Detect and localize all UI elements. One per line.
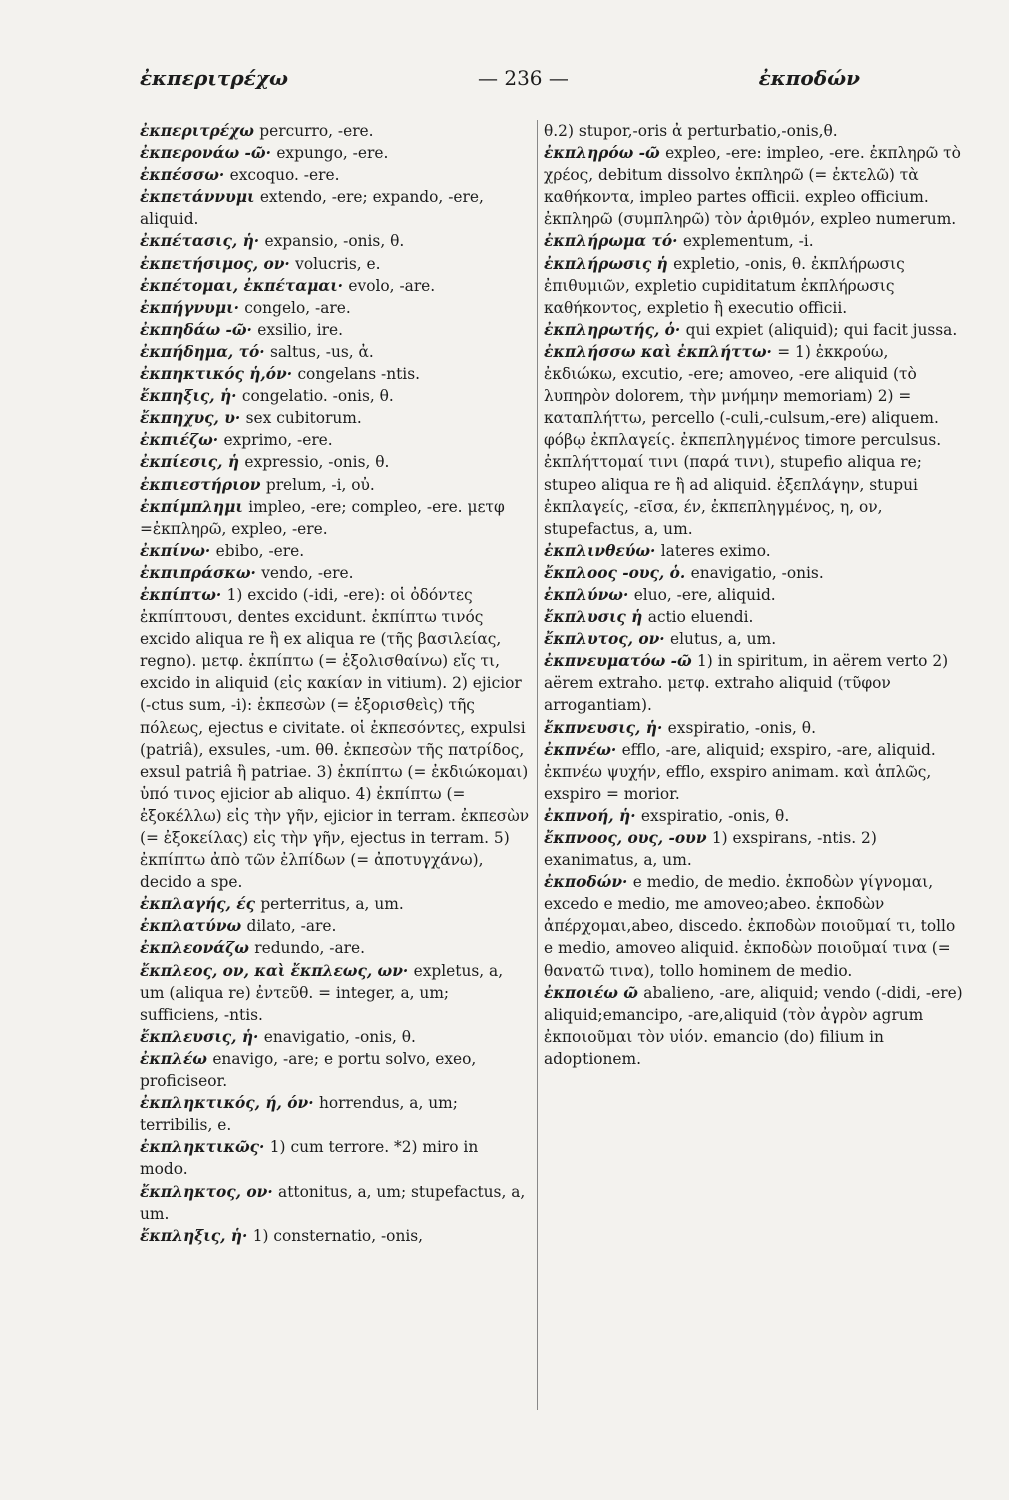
entry-definition: prelum, -i, οὐ. <box>265 475 375 494</box>
entry-definition: qui expiet (aliquid); qui facit jussa. <box>685 320 958 339</box>
entry-definition: attonitus, a, um; stupefactus, a, um. <box>140 1182 526 1223</box>
dictionary-entry <box>140 540 530 562</box>
dictionary-entry <box>140 319 530 341</box>
entry-definition: 1) cum terrore. *2) miro in modo. <box>140 1138 479 1179</box>
dictionary-entry <box>140 230 530 252</box>
dictionary-entry <box>140 186 530 230</box>
entry-headword: ἐκπήγνυμι· <box>140 298 239 317</box>
entry-definition: redundo, -are. <box>254 939 366 958</box>
entry-headword: ἔκπληξις, ἡ· <box>140 1226 248 1245</box>
dictionary-entry <box>140 407 530 429</box>
left-column <box>140 120 530 1247</box>
entry-definition: enavigatio, -onis, θ. <box>263 1027 416 1046</box>
dictionary-entry <box>140 562 530 584</box>
entry-definition: expansio, -onis, θ. <box>264 232 405 251</box>
page-number: — 236 — <box>478 66 569 90</box>
entry-headword: ἐκπνευματόω -ῶ <box>544 652 692 671</box>
entry-headword: ἐκπέτασις, ἡ· <box>140 232 260 251</box>
dictionary-entry <box>140 496 530 540</box>
dictionary-entry <box>140 915 530 937</box>
dictionary-entry <box>140 893 530 915</box>
entry-headword: ἐκπληκτικῶς· <box>140 1138 265 1157</box>
entry-definition: exspiratio, -onis, θ. <box>667 718 816 737</box>
entry-definition: dilato, -are. <box>246 917 337 936</box>
entry-headword: ἐκπλύνω· <box>544 585 629 604</box>
entry-headword: ἐκπιεστήριον <box>140 475 261 494</box>
entry-definition: explementum, -i. <box>682 232 814 251</box>
entry-definition: exprimo, -ere. <box>223 431 333 450</box>
entry-definition: vendo, -ere. <box>261 563 354 582</box>
entry-headword: ἐκπληκτικός, ή, όν· <box>140 1094 314 1113</box>
dictionary-entry <box>544 871 964 981</box>
entry-headword: ἐκπηκτικός ἡ,όν· <box>140 365 293 384</box>
entry-headword: ἐκπέσσω· <box>140 166 225 185</box>
entry-headword: ἐκπληρόω -ῶ <box>544 144 660 163</box>
entry-definition: abalieno, -are, aliquid; vendo (-didi, -ere) aliquid;emancipo, -are,aliquid (τὸν ἀγρὸν agrum ἐκποιοῦμαι τὸν υἱόν. emancio (do) filium in adoptionem. <box>544 983 963 1068</box>
dictionary-entry <box>140 584 530 893</box>
entry-definition: eluo, -ere, aliquid. <box>633 585 776 604</box>
entry-headword: ἐκποδών· <box>544 873 628 892</box>
entry-headword: ἐκπλέω <box>140 1049 207 1068</box>
dictionary-entry <box>544 650 964 716</box>
entry-headword: ἔκπνοος, ους, -ουν <box>544 829 707 847</box>
dictionary-entry <box>544 628 964 650</box>
dictionary-entry <box>140 253 530 275</box>
dictionary-entry <box>544 739 964 805</box>
dictionary-entry <box>140 474 530 496</box>
dictionary-entry <box>140 1225 530 1247</box>
entry-definition: elutus, a, um. <box>670 630 777 649</box>
entry-definition: = 1) ἐκκρούω, ἐκδιώκω, excutio, -ere; amoveo, -ere aliquid (τὸ λυπηρὸν dolorem, τὴν μνήμην memoriam) 2) = καταπλήττω, percello (-culi,-culsum,-ere) aliquem. φόβῳ ἐκπλαγείς. ἐκπεπληγμένος timore perculsus. ἐκπλήττομαί τινι (παρά τινι), stupefio aliqua re; stupeo aliqua re ἢ ad aliquid. ἐξεπλάγην, stupui ἐκπλαγείς, -εῖσα, έν, ἐκπεπληγμένος, η, ον, stupefactus, a, um. <box>544 342 942 538</box>
entry-definition: extendo, -ere; expando, -ere, aliquid. <box>140 188 484 229</box>
dictionary-entry <box>140 451 530 473</box>
entry-headword: ἐκπετάννυμι <box>140 188 255 207</box>
entry-definition: impleo, -ere; compleo, -ere. μετφ =ἐκπληρῶ, expleo, -ere. <box>140 497 505 538</box>
dictionary-entry <box>544 606 964 628</box>
dictionary-entry <box>544 717 964 739</box>
dictionary-entry <box>544 319 964 341</box>
dictionary-entry <box>140 164 530 186</box>
entry-definition: exspiratio, -onis, θ. <box>640 806 790 825</box>
dictionary-entry <box>140 341 530 363</box>
entry-definition: lateres eximo. <box>660 541 771 560</box>
entry-definition: expletus, a, um (aliqua re) ἐντεῦθ. = integer, a, um; sufficiens, -ntis. <box>140 961 504 1024</box>
entry-definition: ebibo, -ere. <box>215 541 305 560</box>
entry-definition: expressio, -onis, θ. <box>244 453 390 472</box>
entry-headword: ἐκπηδάω -ῶ· <box>140 320 252 339</box>
entry-headword: ἐκποιέω ῶ <box>544 983 638 1002</box>
entry-definition: volucris, e. <box>295 254 381 273</box>
dictionary-entry <box>140 1092 530 1136</box>
header-first-word: ἐκπεριτρέχω <box>140 66 289 90</box>
dictionary-entry <box>140 142 530 164</box>
entry-headword: ἐκπετήσιμος, ον· <box>140 254 290 273</box>
header-last-word: ἐκποδών <box>758 66 860 90</box>
entry-definition: congelatio. -onis, θ. <box>241 387 394 406</box>
entry-headword: ἐκπλήρωσις ἡ <box>544 254 668 273</box>
entry-headword: ἐκπλήσσω καὶ ἐκπλήττω· <box>544 342 772 361</box>
dictionary-entry <box>140 385 530 407</box>
entry-definition: efflo, -are, aliquid; exspiro, -are, aliquid. ἐκπνέω ψυχήν, efflo, exspiro animam. καὶ ἁπλῶς, exspiro = morior. <box>544 740 936 803</box>
dictionary-entry <box>544 142 964 230</box>
entry-headword: ἔκπλυσις ἡ <box>544 608 643 627</box>
entry-definition: expungo, -ere. <box>276 144 389 163</box>
dictionary-entry <box>544 584 964 606</box>
entry-headword: ἔκπλεος, ον, καὶ ἔκπλεως, ων· <box>140 961 409 980</box>
dictionary-entry <box>544 341 964 540</box>
entry-definition: θ.2) stupor,-oris ἀ perturbatio,-onis,θ. <box>544 122 838 140</box>
dictionary-entry <box>140 1136 530 1180</box>
dictionary-entry <box>544 562 964 584</box>
dictionary-entry <box>140 1048 530 1092</box>
dictionary-entry <box>140 120 530 142</box>
entry-definition: congelo, -are. <box>244 298 351 317</box>
entry-definition: evolo, -are. <box>348 276 436 295</box>
entry-definition: sex cubitorum. <box>245 409 362 428</box>
entry-definition: horrendus, a, um; terribilis, e. <box>140 1094 458 1135</box>
dictionary-entry <box>544 982 964 1070</box>
dictionary-entry <box>140 363 530 385</box>
dictionary-entry <box>544 253 964 319</box>
entry-headword: ἐκπίπτω· <box>140 585 222 604</box>
entry-definition: perterritus, a, um. <box>260 895 404 914</box>
entry-headword: ἐκπλεονάζω <box>140 939 249 958</box>
dictionary-entry <box>140 1181 530 1225</box>
dictionary-entry <box>140 429 530 451</box>
entry-headword: ἔκπλευσις, ἡ· <box>140 1027 259 1046</box>
entry-definition: excoquo. -ere. <box>229 166 340 185</box>
entry-headword: ἐκπίεσις, ἡ <box>140 453 240 472</box>
page-header <box>140 66 900 96</box>
entry-headword: ἐκπλαγής, ές <box>140 895 255 914</box>
entry-definition: actio eluendi. <box>647 608 754 627</box>
dictionary-entry <box>544 230 964 252</box>
entry-definition: enavigatio, -onis. <box>690 563 824 582</box>
entry-definition: saltus, -us, ἀ. <box>269 342 374 361</box>
right-column <box>544 120 964 1070</box>
entry-headword: ἐκπίμπλημι <box>140 497 243 516</box>
dictionary-entry <box>140 275 530 297</box>
entry-headword: ἐκπίνω· <box>140 541 211 560</box>
entry-definition: percurro, -ere. <box>259 122 374 140</box>
entry-headword: ἔκπνευσις, ἡ· <box>544 718 663 737</box>
dictionary-entry <box>140 960 530 1026</box>
entry-headword: ἔκπηξις, ἡ· <box>140 387 237 406</box>
dictionary-entry <box>140 1026 530 1048</box>
entry-definition: exsilio, ire. <box>257 320 344 339</box>
entry-headword: ἐκπλατύνω <box>140 917 242 936</box>
entry-definition: 1) consternatio, -onis, <box>252 1226 424 1245</box>
entry-definition: e medio, de medio. ἐκποδὼν γίγνομαι, excedo e medio, me amoveo;abeo. ἐκποδὼν ἀπέρχομαι,abeo, discedo. ἐκποδὼν ποιοῦμαί τι, tollo e medio, amoveo aliquid. ἐκποδὼν ποιοῦμαί τινα (= θανατῶ τινα), tollo hominem de medio. <box>544 873 956 980</box>
entry-definition: congelans -ntis. <box>297 365 421 384</box>
entry-headword: ἐκπεριτρέχω <box>140 122 254 140</box>
entry-headword: ἐκπλήρωμα τό· <box>544 232 678 251</box>
entry-definition: 1) excido (-idi, -ere): οἱ ὀδόντες ἐκπίπτουσι, dentes excidunt. ἐκπίπτω τινός excido aliqua re ἢ ex aliqua re (τῆς βασιλείας, regno). μετφ. ἐκπίπτω (= ἐξολισθαίνω) εἴς τι, excido in aliquid (εἰς κακίαν in vitium). 2) ejicior (-ctus sum, -i): ἐκπεσὼν (= ἐξορισθεὶς) τῆς πόλεως, ejectus e civitate. οἱ ἐκπεσόντες, expulsi (patriâ), exsules, -um. θθ. ἐκπεσὼν τῆς πατρίδος, exsul patriâ ἢ patriae. 3) ἐκπίπτω (= ἐκδιώκομαι) ὑπό τινος ejicior ab aliquo. 4) ἐκπίπτω (= ἐξοκέλλω) εἰς τὴν γῆν, ejicior in terram. ἐκπεσὼν (= ἐξοκείλας) εἰς τὴν γῆν, ejectus in terram. 5) ἐκπίπτω ἀπὸ τῶν ἐλπίδων (= ἀποτυγχάνω), decido a spe. <box>140 585 530 892</box>
entry-headword: ἐκπληρωτής, ὁ· <box>544 320 681 339</box>
entry-headword: ἐκπνοή, ἡ· <box>544 806 636 825</box>
dictionary-entry <box>544 827 964 871</box>
entry-headword: ἐκπιέζω· <box>140 431 219 450</box>
entry-headword: ἔκπηχυς, υ· <box>140 409 241 428</box>
entry-headword: ἔκπλοος -ους, ὁ. <box>544 563 686 582</box>
entry-headword: ἐκπερονάω -ῶ· <box>140 144 271 163</box>
entry-headword: ἔκπληκτος, ον· <box>140 1182 273 1201</box>
entry-headword: ἐκπήδημα, τό· <box>140 342 265 361</box>
entry-headword: ἔκπλυτος, ον· <box>544 630 665 649</box>
entry-definition: expletio, -onis, θ. ἐκπλήρωσις ἐπιθυμιῶν, expletio cupiditatum ἐκπλήρωσις καθήκοντος, expletio ἢ executio officii. <box>544 254 905 317</box>
entry-headword: ἐκπλινθεύω· <box>544 541 656 560</box>
dictionary-entry <box>544 120 964 142</box>
column-divider <box>537 120 538 1410</box>
entry-definition: 1) in spiritum, in aërem verto 2) aërem extraho. μετφ. extraho aliquid (τῦφον arrogantiam). <box>544 652 949 715</box>
entry-headword: ἐκπέτομαι, ἐκπέταμαι· <box>140 276 344 295</box>
entry-definition: enavigo, -are; e portu solvo, exeo, proficiseor. <box>140 1049 477 1091</box>
entry-definition: expleo, -ere: impleo, -ere. ἐκπληρῶ τὸ χρέος, debitum dissolvo ἐκπληρῶ (= ἐκτελῶ) τὰ καθήκοντα, impleo partes officii. expleo officium. ἐκπληρῶ (συμπληρῶ) τὸν ἀριθμόν, expleo numerum. <box>544 144 961 229</box>
entry-definition: 1) exspirans, -ntis. 2) exanimatus, a, um. <box>544 829 877 870</box>
dictionary-entry <box>140 297 530 319</box>
entry-headword: ἐκπνέω· <box>544 740 617 759</box>
dictionary-entry <box>544 805 964 827</box>
entry-headword: ἐκπιπράσκω· <box>140 563 256 582</box>
dictionary-entry <box>140 937 530 959</box>
dictionary-entry <box>544 540 964 562</box>
